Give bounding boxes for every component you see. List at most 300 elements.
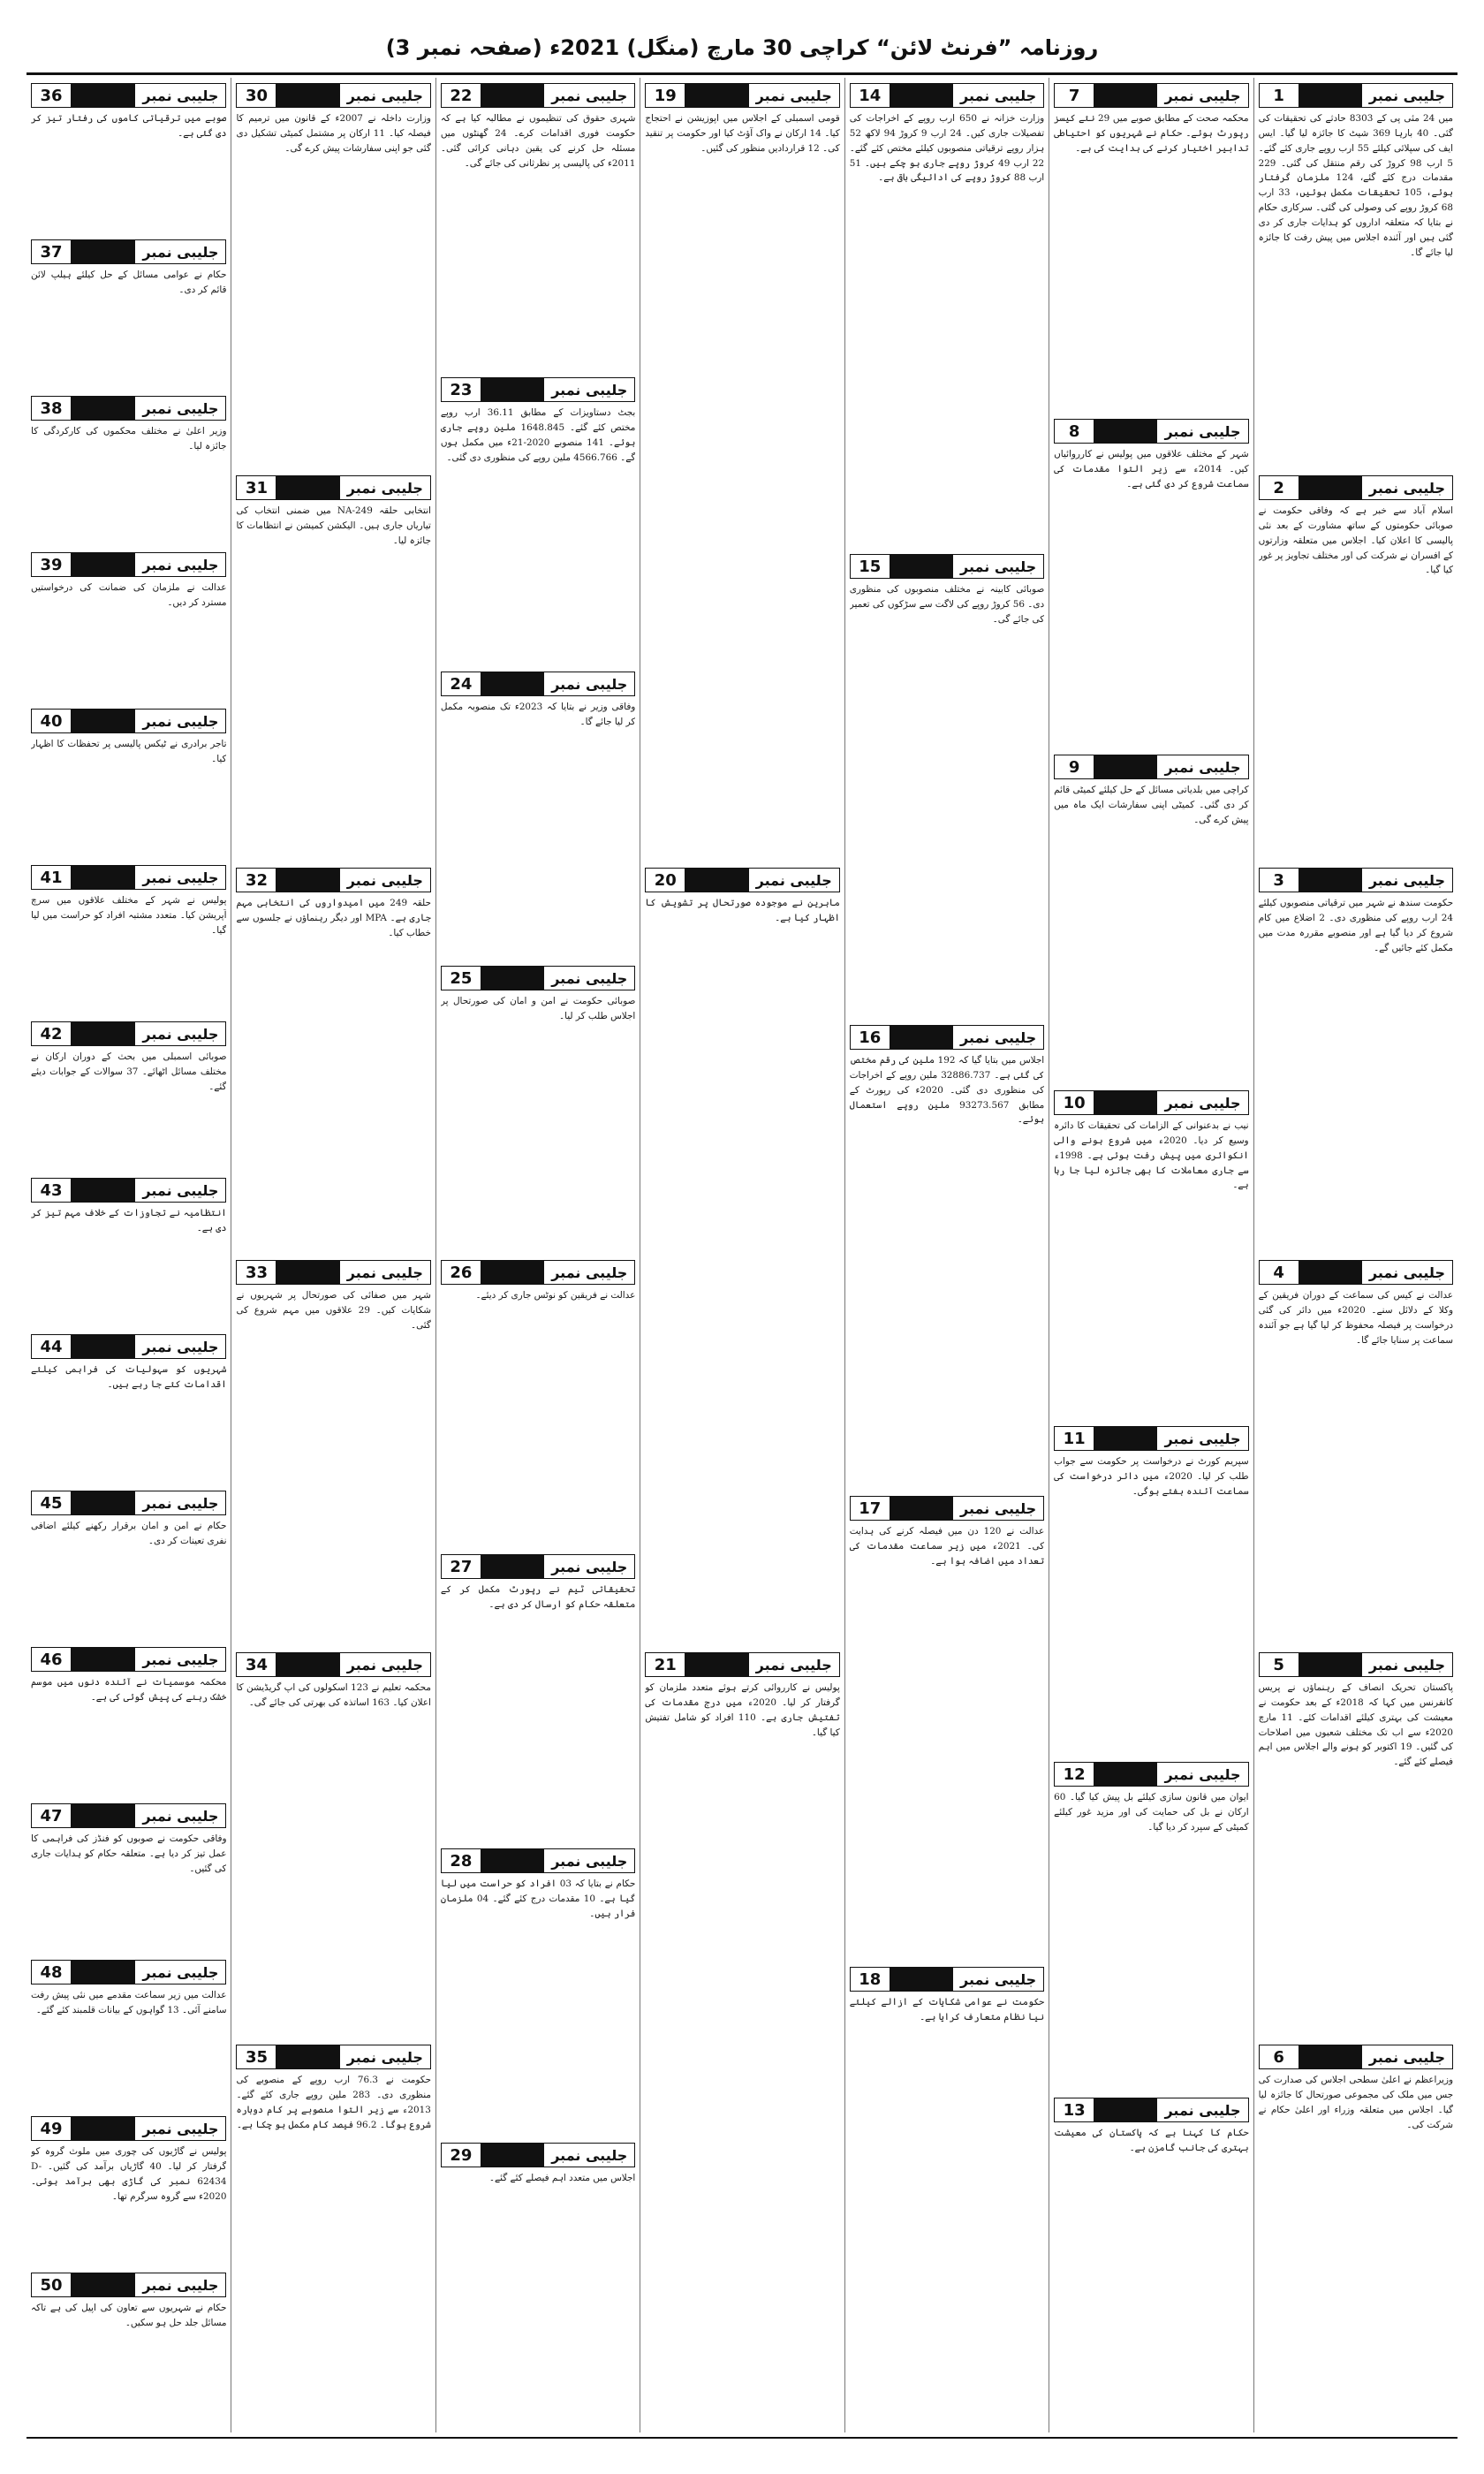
story-header-bar <box>72 2117 135 2140</box>
story-label: جلیبی نمبر <box>544 2144 634 2167</box>
story-header-bar <box>276 869 339 892</box>
story-body: شہر کے مختلف علاقوں میں پولیس نے کارروائیاں کیں۔ 2014ء سے زیر التوا مقدمات کی سماعت شروع کر دی گئی ہے۔ <box>1054 449 1249 489</box>
story-header <box>645 83 839 108</box>
story-label: جلیبی نمبر <box>544 1555 634 1578</box>
story-body: پاکستان تحریک انصاف کے رہنماؤں نے پریس کانفرنس میں کہا کہ 2018ء کے بعد حکومت نے معیشت کی بہتری کیلئے اقدامات کئے۔ 11 مارچ 2020ء سے اب تک مختلف شعبوں میں اصلاحات کی گئیں۔ 19 اکتوبر کو ہونے والے اجلاس میں اہم فیصلے کئے گئے۔ <box>1258 1682 1453 1768</box>
story-header <box>31 239 226 264</box>
story-header-bar <box>1299 2045 1362 2068</box>
story-15 <box>850 549 1044 1014</box>
story-header <box>236 2045 430 2069</box>
story-label: جلیبی نمبر <box>1157 2098 1247 2121</box>
story-header-bar <box>72 1022 135 1045</box>
story-30 <box>236 78 430 465</box>
story-header-bar <box>276 2045 339 2068</box>
story-header-bar <box>481 2144 544 2167</box>
story-number: 9 <box>1055 755 1094 778</box>
story-header <box>31 396 226 421</box>
story-header-bar <box>1094 1763 1157 1786</box>
story-header <box>1259 475 1453 500</box>
story-header-bar <box>1094 1091 1157 1114</box>
story-16 <box>850 1020 1044 1485</box>
story-label: جلیبی نمبر <box>749 869 839 892</box>
story-number: 48 <box>32 1961 72 1984</box>
story-header-bar <box>276 476 339 499</box>
story-number: 16 <box>851 1026 890 1049</box>
story-body: عدالت میں زیر سماعت مقدمے میں نئی پیش رفت سامنے آئی۔ 13 گواہوں کے بیانات قلمبند کئے گئے۔ <box>31 1990 227 2015</box>
story-header <box>1054 755 1248 779</box>
story-23 <box>441 372 635 661</box>
story-48 <box>31 1954 226 2106</box>
story-34 <box>236 1647 430 2034</box>
story-body: تحقیقاتی ٹیم نے رپورٹ مکمل کر کے متعلقہ حکام کو ارسال کر دی ہے۔ <box>440 1584 636 1610</box>
story-header <box>31 1491 226 1515</box>
story-44 <box>31 1329 226 1480</box>
story-header <box>645 868 839 892</box>
story-body: پولیس نے گاڑیوں کی چوری میں ملوث گروہ کو گرفتار کر لیا۔ 40 گاڑیاں برآمد کی گئیں۔ D-62434 نمبر کی گاڑی بھی برآمد ہوئی۔ 2020ء سے گروہ سرگرم تھا۔ <box>31 2146 227 2202</box>
story-header <box>1259 2045 1453 2069</box>
story-label: جلیبی نمبر <box>544 378 634 401</box>
story-number: 27 <box>442 1555 481 1578</box>
story-header <box>236 1260 430 1285</box>
story-number: 33 <box>237 1261 276 1284</box>
story-number: 43 <box>32 1179 72 1202</box>
story-header-bar <box>1299 1261 1362 1284</box>
story-label: جلیبی نمبر <box>135 1491 225 1514</box>
newspaper-columns <box>26 78 1458 2432</box>
story-number: 29 <box>442 2144 481 2167</box>
story-header <box>236 1652 430 1677</box>
story-header <box>31 2273 226 2297</box>
story-number: 25 <box>442 967 481 990</box>
story-header-bar <box>72 2273 135 2296</box>
story-label: جلیبی نمبر <box>135 84 225 107</box>
story-22 <box>441 78 635 367</box>
story-header-bar <box>890 84 953 107</box>
story-header-bar <box>481 1555 544 1578</box>
story-label: جلیبی نمبر <box>135 1961 225 1984</box>
story-label: جلیبی نمبر <box>1362 1653 1452 1676</box>
story-header-bar <box>1299 476 1362 499</box>
story-11 <box>1054 1421 1248 1751</box>
story-body: بجٹ دستاویزات کے مطابق 36.11 ارب روپے مختص کئے گئے۔ 1648.845 ملین روپے جاری ہوئے۔ 141 منصوبے 2020-21ء میں مکمل ہوں گے۔ 4566.766 ملین روپے کی منظوری دی گئی۔ <box>440 407 636 463</box>
story-body: انتخابی حلقہ NA-249 میں ضمنی انتخاب کی تیاریاں جاری ہیں۔ الیکشن کمیشن نے انتظامات کا جائزہ لیا۔ <box>236 505 431 546</box>
story-header-bar <box>1299 869 1362 892</box>
story-body: عدالت نے 120 دن میں فیصلہ کرنے کی ہدایت کی۔ 2021ء میں زیر سماعت مقدمات کی تعداد میں اضافہ ہوا ہے۔ <box>849 1526 1045 1567</box>
story-header-bar <box>1094 84 1157 107</box>
story-body: سپریم کورٹ نے درخواست پر حکومت سے جواب طلب کر لیا۔ 2020ء میں دائر درخواست کی سماعت آئندہ ہفتے ہوگی۔ <box>1054 1456 1249 1497</box>
column-7 <box>26 78 231 2432</box>
story-header-bar <box>481 1261 544 1284</box>
story-number: 23 <box>442 378 481 401</box>
story-body: صوبائی حکومت نے امن و امان کی صورتحال پر اجلاس طلب کر لیا۔ <box>440 996 636 1021</box>
story-49 <box>31 2111 226 2262</box>
story-number: 11 <box>1055 1427 1094 1450</box>
story-number: 5 <box>1260 1653 1299 1676</box>
story-body: حکام نے عوامی مسائل کے حل کیلئے ہیلپ لائن قائم کر دی۔ <box>31 269 227 295</box>
story-10 <box>1054 1085 1248 1415</box>
story-label: جلیبی نمبر <box>544 672 634 695</box>
story-label: جلیبی نمبر <box>135 1179 225 1202</box>
story-header <box>31 2116 226 2141</box>
story-header-bar <box>72 1961 135 1984</box>
story-body: محکمہ تعلیم نے 123 اسکولوں کی اپ گریڈیشن کا اعلان کیا۔ 163 اساتذہ کی بھرتی کی جائے گی۔ <box>236 1682 431 1708</box>
story-label: جلیبی نمبر <box>1362 476 1452 499</box>
story-header <box>1054 1090 1248 1115</box>
story-header-bar <box>72 1335 135 1358</box>
story-40 <box>31 703 226 854</box>
story-32 <box>236 862 430 1249</box>
story-label: جلیبی نمبر <box>135 710 225 732</box>
story-header-bar <box>685 1653 748 1676</box>
story-header <box>31 865 226 890</box>
story-header <box>441 1848 635 1873</box>
story-header <box>441 377 635 402</box>
story-header <box>850 83 1044 108</box>
story-label: جلیبی نمبر <box>340 1653 430 1676</box>
story-header-bar <box>481 1849 544 1872</box>
story-number: 3 <box>1260 869 1299 892</box>
story-header-bar <box>481 84 544 107</box>
story-header-bar <box>72 84 135 107</box>
story-label: جلیبی نمبر <box>135 1648 225 1671</box>
story-12 <box>1054 1757 1248 2087</box>
story-7 <box>1054 78 1248 408</box>
story-header-bar <box>72 553 135 576</box>
story-header <box>1054 1426 1248 1451</box>
story-2 <box>1259 470 1453 857</box>
story-label: جلیبی نمبر <box>135 2273 225 2296</box>
story-number: 28 <box>442 1849 481 1872</box>
story-body: اجلاس میں بتایا گیا کہ 192 ملین کی رقم مختص کی گئی ہے۔ 32886.737 ملین روپے کے اخراجات کی منظوری دی گئی۔ 2020ء کی رپورٹ کے مطابق 93273.567 ملین روپے استعمال ہوئے۔ <box>849 1055 1045 1126</box>
story-body: صوبائی اسمبلی میں بحث کے دوران ارکان نے مختلف مسائل اٹھائے۔ 37 سوالات کے جوابات دیئے گئے۔ <box>31 1051 227 1092</box>
story-body: حکومت نے 76.3 ارب روپے کے منصوبے کی منظوری دی۔ 283 ملین روپے جاری کئے گئے۔ 2013ء سے زیر التوا منصوبے پر کام دوبارہ شروع ہوگا۔ 96.2 فیصد کام مکمل ہو چکا ہے۔ <box>236 2075 431 2130</box>
story-number: 22 <box>442 84 481 107</box>
story-header <box>31 1803 226 1828</box>
story-body: پولیس نے کارروائی کرتے ہوئے متعدد ملزمان کو گرفتار کر لیا۔ 2020ء میں درج مقدمات کی تفتیش جاری ہے۔ 110 افراد کو شامل تفتیش کیا گیا۔ <box>645 1682 840 1738</box>
story-label: جلیبی نمبر <box>1362 869 1452 892</box>
story-header <box>31 1647 226 1672</box>
story-header <box>1259 83 1453 108</box>
masthead <box>26 25 1458 71</box>
story-header-bar <box>72 397 135 420</box>
story-number: 37 <box>32 240 72 263</box>
story-label: جلیبی نمبر <box>1362 2045 1452 2068</box>
story-13 <box>1054 2092 1248 2423</box>
story-header-bar <box>72 240 135 263</box>
story-number: 20 <box>646 869 685 892</box>
story-label: جلیبی نمبر <box>135 2117 225 2140</box>
story-17 <box>850 1491 1044 1956</box>
story-header <box>1054 419 1248 444</box>
story-label: جلیبی نمبر <box>340 2045 430 2068</box>
story-33 <box>236 1255 430 1642</box>
story-header-bar <box>1094 755 1157 778</box>
story-50 <box>31 2267 226 2418</box>
story-35 <box>236 2039 430 2426</box>
story-number: 38 <box>32 397 72 420</box>
story-number: 32 <box>237 869 276 892</box>
story-header-bar <box>276 1261 339 1284</box>
story-label: جلیبی نمبر <box>1157 420 1247 443</box>
story-20 <box>645 862 839 1642</box>
story-label: جلیبی نمبر <box>1157 1763 1247 1786</box>
story-label: جلیبی نمبر <box>340 84 430 107</box>
story-header <box>236 868 430 892</box>
story-number: 14 <box>851 84 890 107</box>
story-header <box>441 83 635 108</box>
story-header <box>1259 868 1453 892</box>
story-number: 21 <box>646 1653 685 1676</box>
story-1 <box>1259 78 1453 465</box>
story-body: عدالت نے ملزمان کی ضمانت کی درخواستیں مسترد کر دیں۔ <box>31 582 227 608</box>
story-label: جلیبی نمبر <box>135 240 225 263</box>
column-6 <box>231 78 435 2432</box>
story-body: حکومت نے عوامی شکایات کے ازالے کیلئے نیا نظام متعارف کرایا ہے۔ <box>849 1997 1045 2022</box>
story-header-bar <box>890 555 953 578</box>
story-label: جلیبی نمبر <box>135 1335 225 1358</box>
story-label: جلیبی نمبر <box>953 84 1043 107</box>
story-header <box>1054 2098 1248 2122</box>
story-body: ایوان میں قانون سازی کیلئے بل پیش کیا گیا۔ 60 ارکان نے بل کی حمایت کی اور مزید غور کیلئے کمیٹی کے سپرد کر دیا گیا۔ <box>1054 1792 1249 1833</box>
story-body: صوبائی کابینہ نے مختلف منصوبوں کی منظوری دی۔ 56 کروڑ روپے کی لاگت سے سڑکوں کی تعمیر کی جائے گی۔ <box>849 584 1045 625</box>
story-14 <box>850 78 1044 543</box>
story-label: جلیبی نمبر <box>544 967 634 990</box>
story-header <box>1054 83 1248 108</box>
story-header-bar <box>72 1648 135 1671</box>
story-body: محکمہ صحت کے مطابق صوبے میں 29 نئے کیسز رپورٹ ہوئے۔ حکام نے شہریوں کو احتیاطی تدابیر اختیار کرنے کی ہدایت کی ہے۔ <box>1054 113 1249 154</box>
story-header <box>31 1334 226 1359</box>
story-header-bar <box>1094 2098 1157 2121</box>
story-header <box>441 966 635 990</box>
story-label: جلیبی نمبر <box>953 1968 1043 1991</box>
story-number: 1 <box>1260 84 1299 107</box>
story-number: 15 <box>851 555 890 578</box>
column-1 <box>1253 78 1458 2432</box>
story-header-bar <box>481 378 544 401</box>
story-header <box>441 672 635 696</box>
story-label: جلیبی نمبر <box>1362 1261 1452 1284</box>
story-number: 8 <box>1055 420 1094 443</box>
masthead-title: روزنامہ ”فرنٹ لائن“ کراچی 30 مارچ (منگل) 2021ء (صفحہ نمبر 3) <box>385 35 1099 60</box>
story-header <box>850 554 1044 579</box>
story-number: 47 <box>32 1804 72 1827</box>
story-label: جلیبی نمبر <box>1157 84 1247 107</box>
story-label: جلیبی نمبر <box>135 553 225 576</box>
story-header <box>645 1652 839 1677</box>
story-number: 26 <box>442 1261 481 1284</box>
story-number: 4 <box>1260 1261 1299 1284</box>
story-body: قومی اسمبلی کے اجلاس میں اپوزیشن نے احتجاج کیا۔ 14 ارکان نے واک آؤٹ کیا اور حکومت پر تنقید کی۔ 12 قراردادیں منظور کی گئیں۔ <box>645 113 840 154</box>
story-body: شہری حقوق کی تنظیموں نے مطالبہ کیا ہے کہ حکومت فوری اقدامات کرے۔ 24 گھنٹوں میں مسئلہ حل کرنے کی یقین دہانی کرائی گئی۔ 2011ء کی پالیسی پر نظرثانی کی جائے گی۔ <box>440 113 636 169</box>
story-label: جلیبی نمبر <box>749 84 839 107</box>
story-body: وزیراعظم نے اعلیٰ سطحی اجلاس کی صدارت کی جس میں ملک کی مجموعی صورتحال کا جائزہ لیا گیا۔ اجلاس میں متعلقہ وزراء اور اعلیٰ حکام نے شرکت کی۔ <box>1258 2075 1453 2130</box>
story-body: محکمہ موسمیات نے آئندہ دنوں میں موسم خشک رہنے کی پیش گوئی کی ہے۔ <box>31 1677 227 1703</box>
story-header-bar <box>72 1491 135 1514</box>
story-label: جلیبی نمبر <box>544 1849 634 1872</box>
story-41 <box>31 860 226 1011</box>
story-38 <box>31 391 226 542</box>
story-body: حکومت سندھ نے شہر میں ترقیاتی منصوبوں کیلئے 24 ارب روپے کی منظوری دی۔ 2 اضلاع میں کام شروع کر دیا گیا ہے اور منصوبے مقررہ مدت میں مکمل کئے جائیں گے۔ <box>1258 898 1453 953</box>
story-number: 50 <box>32 2273 72 2296</box>
story-number: 35 <box>237 2045 276 2068</box>
story-label: جلیبی نمبر <box>749 1653 839 1676</box>
column-2 <box>1049 78 1253 2432</box>
story-body: حلقہ 249 میں امیدواروں کی انتخابی مہم جاری ہے۔ MPA اور دیگر رہنماؤں نے جلسوں سے خطاب کیا۔ <box>236 898 431 938</box>
story-header-bar <box>890 1026 953 1049</box>
story-47 <box>31 1798 226 1949</box>
story-label: جلیبی نمبر <box>1362 84 1452 107</box>
story-header <box>441 1554 635 1579</box>
story-body: وزارت داخلہ نے 2007ء کے قانون میں ترمیم کا فیصلہ کیا۔ 11 ارکان پر مشتمل کمیٹی تشکیل دی گئی جو اپنی سفارشات پیش کرے گی۔ <box>236 113 431 154</box>
story-body: نیب نے بدعنوانی کے الزامات کی تحقیقات کا دائرہ وسیع کر دیا۔ 2020ء میں شروع ہونے والی انکوائری میں پیش رفت ہوئی ہے۔ 1998ء سے جاری معاملات کا بھی جائزہ لیا جا رہا ہے۔ <box>1054 1120 1249 1191</box>
story-header-bar <box>1299 84 1362 107</box>
story-label: جلیبی نمبر <box>1157 1427 1247 1450</box>
story-number: 36 <box>32 84 72 107</box>
story-header <box>236 475 430 500</box>
story-body: حکام نے امن و امان برقرار رکھنے کیلئے اضافی نفری تعینات کر دی۔ <box>31 1521 227 1546</box>
story-header-bar <box>685 84 748 107</box>
story-header-bar <box>276 1653 339 1676</box>
story-6 <box>1259 2039 1453 2426</box>
story-27 <box>441 1549 635 1838</box>
story-body: حکام نے بتایا کہ 03 افراد کو حراست میں لیا گیا ہے۔ 10 مقدمات درج کئے گئے۔ 04 ملزمان فرار ہیں۔ <box>440 1878 636 1919</box>
story-label: جلیبی نمبر <box>340 476 430 499</box>
story-number: 12 <box>1055 1763 1094 1786</box>
story-46 <box>31 1642 226 1793</box>
story-header <box>850 1496 1044 1521</box>
story-42 <box>31 1016 226 1167</box>
story-header <box>1259 1652 1453 1677</box>
story-header-bar <box>276 84 339 107</box>
story-3 <box>1259 862 1453 1249</box>
story-number: 40 <box>32 710 72 732</box>
story-header-bar <box>890 1968 953 1991</box>
story-label: جلیبی نمبر <box>953 555 1043 578</box>
story-9 <box>1054 749 1248 1080</box>
story-number: 6 <box>1260 2045 1299 2068</box>
story-body: وزارت خزانہ نے 650 ارب روپے کے اخراجات کی تفصیلات جاری کیں۔ 24 ارب 9 کروڑ 94 لاکھ 52 ہزار روپے ترقیاتی منصوبوں کیلئے مختص کئے گئے۔ 22 ارب 49 کروڑ روپے جاری ہو چکے ہیں۔ 51 ارب 88 کروڑ روپے کی ادائیگی باقی ہے۔ <box>849 113 1045 184</box>
story-number: 18 <box>851 1968 890 1991</box>
story-label: جلیبی نمبر <box>544 84 634 107</box>
story-body: عدالت نے کیس کی سماعت کے دوران فریقین کے وکلا کے دلائل سنے۔ 2020ء میں دائر کی گئی درخواست پر فیصلہ محفوظ کر لیا گیا ہے جو آئندہ سماعت پر سنایا جائے گا۔ <box>1258 1290 1453 1346</box>
story-number: 19 <box>646 84 685 107</box>
story-29 <box>441 2137 635 2426</box>
story-header <box>31 552 226 577</box>
story-header-bar <box>72 1179 135 1202</box>
story-5 <box>1259 1647 1453 2034</box>
story-body: میں 24 مئی پی کے 8303 حادثے کی تحقیقات کی گئی۔ 40 بارہا 369 شیٹ کا جائزہ لیا گیا۔ ایس ایف کی سپلائی کیلئے 55 ارب روپے جاری کئے گئے۔ 5 ارب 98 کروڑ کی رقم منتقل کی گئی۔ 229 مقدمات درج کئے گئے، 124 ملزمان گرفتار ہوئے، 105 تحقیقات مکمل ہوئیں، 33 ارب 68 کروڑ روپے کی وصولی کی گئی۔ سرکاری حکام نے بتایا کہ متعلقہ اداروں کو ہدایات جاری کر دی گئی ہیں اور آئندہ اجلاس میں پیش رفت کا جائزہ لیا جائے گا۔ <box>1258 113 1453 258</box>
story-number: 49 <box>32 2117 72 2140</box>
story-26 <box>441 1255 635 1544</box>
story-number: 42 <box>32 1022 72 1045</box>
story-number: 2 <box>1260 476 1299 499</box>
story-body: اجلاس میں متعدد اہم فیصلے کئے گئے۔ <box>488 2173 636 2183</box>
story-body: پولیس نے شہر کے مختلف علاقوں میں سرچ آپریشن کیا۔ متعدد مشتبہ افراد کو حراست میں لیا گیا۔ <box>31 895 227 936</box>
story-label: جلیبی نمبر <box>1157 1091 1247 1114</box>
story-label: جلیبی نمبر <box>135 1022 225 1045</box>
story-19 <box>645 78 839 857</box>
story-body: انتظامیہ نے تجاوزات کے خلاف مہم تیز کر دی ہے۔ <box>31 1208 227 1233</box>
story-number: 44 <box>32 1335 72 1358</box>
story-18 <box>850 1962 1044 2427</box>
story-number: 45 <box>32 1491 72 1514</box>
story-31 <box>236 470 430 857</box>
story-label: جلیبی نمبر <box>340 869 430 892</box>
story-header <box>236 83 430 108</box>
story-37 <box>31 234 226 385</box>
story-number: 31 <box>237 476 276 499</box>
story-header-bar <box>72 866 135 889</box>
story-label: جلیبی نمبر <box>1157 755 1247 778</box>
story-body: حکام نے شہریوں سے تعاون کی اپیل کی ہے تاکہ مسائل جلد حل ہو سکیں۔ <box>31 2303 227 2328</box>
story-label: جلیبی نمبر <box>953 1497 1043 1520</box>
top-rule <box>26 72 1458 75</box>
story-number: 10 <box>1055 1091 1094 1114</box>
story-body: تاجر برادری نے ٹیکس پالیسی پر تحفظات کا اظہار کیا۔ <box>31 739 227 764</box>
story-body: اسلام آباد سے خبر ہے کہ وفاقی حکومت نے صوبائی حکومتوں کے ساتھ مشاورت کے بعد نئی پالیسی کا اعلان کیا۔ اجلاس میں متعلقہ وزارتوں کے افسران نے شرکت کی اور مختلف تجاویز پر غور کیا گیا۔ <box>1258 505 1453 576</box>
story-label: جلیبی نمبر <box>135 1804 225 1827</box>
story-number: 41 <box>32 866 72 889</box>
story-header <box>1259 1260 1453 1285</box>
story-label: جلیبی نمبر <box>340 1261 430 1284</box>
story-36 <box>31 78 226 229</box>
story-body: عدالت نے فریقین کو نوٹس جاری کر دیئے۔ <box>475 1290 636 1301</box>
story-21 <box>645 1647 839 2426</box>
story-45 <box>31 1485 226 1636</box>
story-header-bar <box>1094 420 1157 443</box>
story-body: ماہرین نے موجودہ صورتحال پر تشویش کا اظہار کیا ہے۔ <box>645 898 840 923</box>
story-header-bar <box>481 967 544 990</box>
story-8 <box>1054 414 1248 744</box>
story-43 <box>31 1172 226 1324</box>
column-4 <box>640 78 844 2432</box>
story-number: 34 <box>237 1653 276 1676</box>
story-39 <box>31 547 226 698</box>
story-label: جلیبی نمبر <box>135 397 225 420</box>
story-header <box>1054 1762 1248 1787</box>
story-25 <box>441 960 635 1249</box>
story-header <box>31 1178 226 1203</box>
story-header <box>31 83 226 108</box>
story-header-bar <box>481 672 544 695</box>
story-number: 13 <box>1055 2098 1094 2121</box>
story-header <box>31 1960 226 1985</box>
story-number: 7 <box>1055 84 1094 107</box>
story-header <box>850 1025 1044 1050</box>
bottom-rule <box>26 2437 1458 2439</box>
story-number: 46 <box>32 1648 72 1671</box>
story-header <box>850 1967 1044 1992</box>
story-header-bar <box>72 710 135 732</box>
story-number: 39 <box>32 553 72 576</box>
story-label: جلیبی نمبر <box>953 1026 1043 1049</box>
story-body: شہر میں صفائی کی صورتحال پر شہریوں نے شکایات کیں۔ 29 علاقوں میں مہم شروع کی گئی۔ <box>236 1290 431 1331</box>
story-label: جلیبی نمبر <box>135 866 225 889</box>
story-header <box>31 709 226 733</box>
story-number: 17 <box>851 1497 890 1520</box>
story-header <box>441 2143 635 2167</box>
story-body: حکام کا کہنا ہے کہ پاکستان کی معیشت بہتری کی جانب گامزن ہے۔ <box>1054 2128 1249 2153</box>
story-body: شہریوں کو سہولیات کی فراہمی کیلئے اقدامات کئے جا رہے ہیں۔ <box>31 1364 227 1390</box>
story-body: وفاقی حکومت نے صوبوں کو فنڈز کی فراہمی کا عمل تیز کر دیا ہے۔ متعلقہ حکام کو ہدایات جاری کی گئیں۔ <box>31 1833 227 1874</box>
story-label: جلیبی نمبر <box>544 1261 634 1284</box>
story-number: 24 <box>442 672 481 695</box>
story-header-bar <box>685 869 748 892</box>
story-body: وزیر اعلیٰ نے مختلف محکموں کی کارکردگی کا جائزہ لیا۔ <box>31 426 227 452</box>
story-4 <box>1259 1255 1453 1642</box>
story-28 <box>441 1843 635 2132</box>
story-body: وفاقی وزیر نے بتایا کہ 2023ء تک منصوبہ مکمل کر لیا جائے گا۔ <box>440 702 636 727</box>
